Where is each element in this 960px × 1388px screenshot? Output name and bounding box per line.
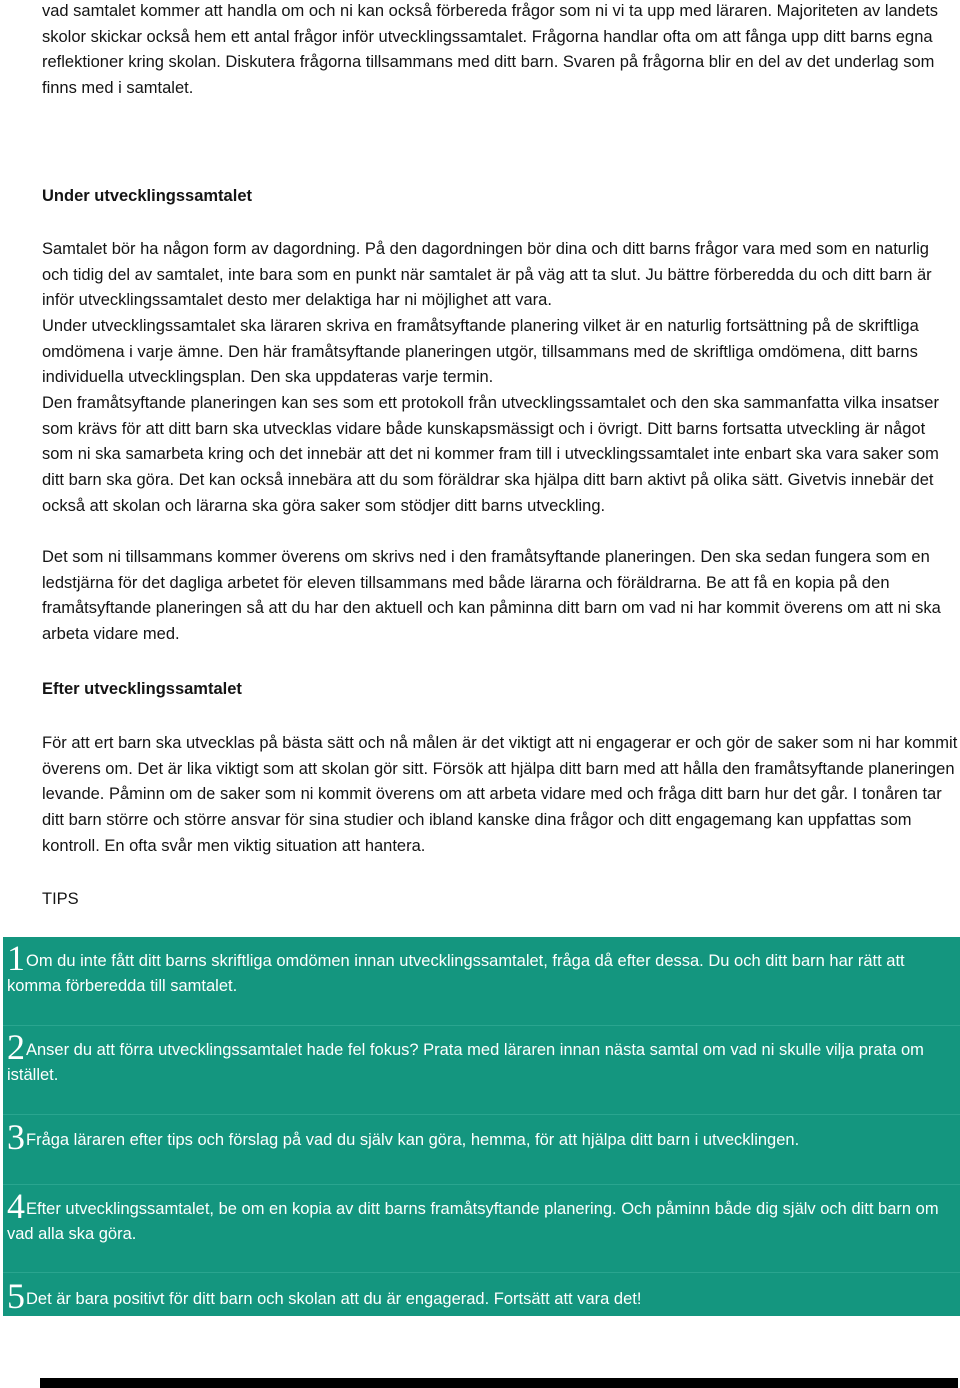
tip-text: Om du inte fått ditt barns skriftliga omdömen innan utvecklingssamtalet, fråga då efter dessa. Du och ditt barn har rätt att komma förberedda till samtalet. (7, 952, 905, 995)
tip-divider (3, 1025, 960, 1026)
tip-divider (3, 1184, 960, 1185)
tips-label: TIPS (42, 890, 79, 908)
during-paragraph-4: Det som ni tillsammans kommer överens om skrivs ned i den framåtsyftande planeringen. Den ska sedan fungera som en ledstjärna för det dagliga arbetet för eleven tillsammans med både lärarna och föräldrarna. Be att få en kopia på den framåtsyftande planeringen så att du har den aktuell och kan påminna ditt barn om vad ni har kommit överens om att ni ska arbeta vidare med. (42, 548, 941, 644)
during-paragraph-3: Den framåtsyftande planeringen kan ses som ett protokoll från utvecklingssamtalet och den ska sammanfatta vilka insatser som krävs för att ditt barn ska utvecklas vidare både kunskapsmässigt och i övrigt. Ditt barns fortsatta utveckling är något som ni ska samarbeta kring och det innebär att det ni kommer fram till i utvecklingssamtalet inte enbart ska vara saker som ditt barn ska göra. Det kan också innebära att du som föräldrar ska hjälpa ditt barn aktivt på olika sätt. Givetvis innebär det också att skolan och lärarna ska göra saker som stödjer ditt barns utveckling. (42, 394, 939, 515)
tip-number: 5 (7, 1276, 25, 1316)
tip-divider (3, 1114, 960, 1115)
after-paragraph-1: För att ert barn ska utvecklas på bästa sätt och nå målen är det viktigt att ni engagerar er och gör de saker som ni har kommit överens om. Det är lika viktigt som att skolan gör sitt. Försök att hjälpa ditt barn med att hålla den framåtsyftande planeringen levande. Påminn om de saker som ni kommit överens om att arbeta vidare med och fråga ditt barn hur det går. I tonåren tar ditt barn större och större ansvar för sina studier och ibland kanske dina frågor och ditt engagemang kan uppfattas som kontroll. En ofta svår men viktig situation att hantera. (42, 734, 958, 855)
tip-item-5 (3, 1276, 960, 1316)
section-heading-after: Efter utvecklingssamtalet (42, 680, 242, 698)
tip-text: Fråga läraren efter tips och förslag på vad du själv kan göra, hemma, för att hjälpa ditt barn i utvecklingen. (26, 1131, 800, 1149)
tip-text: Det är bara positivt för ditt barn och skolan att du är engagerad. Fortsätt att vara det! (26, 1290, 642, 1308)
during-paragraph-2: Under utvecklingssamtalet ska läraren skriva en framåtsyftande planering vilket är en naturlig fortsättning på de skriftliga omdömena i varje ämne. Den här framåtsyftande planeringen utgör, tillsammans med de skriftliga omdömena, ditt barns individuella utvecklingsplan. Den ska uppdateras varje termin. (42, 317, 919, 387)
tip-number: 4 (7, 1186, 25, 1226)
tip-number: 2 (7, 1027, 25, 1067)
tip-item-3 (3, 1117, 960, 1157)
tip-number: 3 (7, 1117, 25, 1157)
footer-rule (40, 1378, 958, 1388)
during-paragraph-1: Samtalet bör ha någon form av dagordning. På den dagordningen bör dina och ditt barns frågor vara med som en naturlig och tidig del av samtalet, inte bara som en punkt när samtalet är på väg att ta slut. Ju bättre förberedda du och ditt barn är inför utvecklingssamtalet desto mer delaktiga har ni möjlighet att vara. (42, 240, 932, 310)
tip-text: Efter utvecklingssamtalet, be om en kopia av ditt barns framåtsyftande planering. Och påminn både dig själv och ditt barn om vad alla ska göra. (7, 1200, 939, 1243)
section-heading-during: Under utvecklingssamtalet (42, 187, 252, 205)
tip-item-1 (3, 938, 960, 999)
intro-paragraph: vad samtalet kommer att handla om och ni kan också förbereda frågor som ni vi ta upp med läraren. Majoriteten av landets skolor skickar också hem ett antal frågor inför utvecklingssamtalet. Frågorna handlar ofta om att fånga upp ditt barns egna reflektioner kring skolan. Diskutera frågorna tillsammans med ditt barn. Svaren på frågorna blir en del av det underlag som finns med i samtalet. (42, 2, 939, 98)
tip-item-4 (3, 1186, 960, 1247)
tip-number: 1 (7, 938, 25, 978)
tip-divider (3, 1272, 960, 1273)
tip-item-2 (3, 1027, 960, 1088)
tip-text: Anser du att förra utvecklingssamtalet hade fel fokus? Prata med läraren innan nästa samtal om vad ni skulle vilja prata om istället. (7, 1041, 924, 1084)
